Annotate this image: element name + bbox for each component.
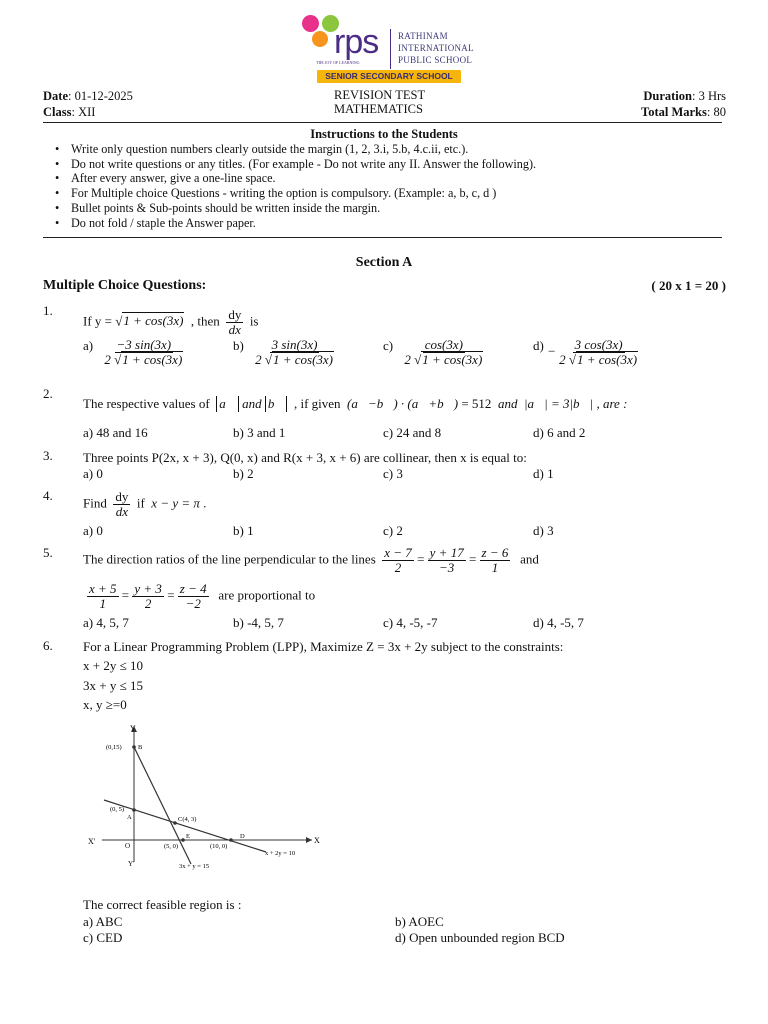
q5-option-b[interactable]: b) -4, 5, 7 [233, 615, 284, 630]
q5-second-line: $\frac{x + 5}{1}$ = $\frac{y + 3}{2}$ = $\frac{z - 4}{-2}$ are proportional to [89, 581, 316, 611]
school-name: RATHINAM INTERNATIONAL PUBLIC SCHOOL [398, 31, 474, 65]
question-number: 5. [43, 545, 53, 560]
q1-stem: If y = √1 + cos(3x) , then $\frac{dy}{dx}$ is [83, 307, 259, 337]
q3-stem: Three points P(2x, x + 3), Q(0, x) and R(x + 3, x + 6) are collinear, then x is equal to: [83, 450, 527, 465]
instructions-rule [43, 237, 722, 238]
q5-stem: The direction ratios of the line perpendicular to the lines $\frac{x - 7}{2}$ = $\frac{y + 17}{-3}$ = $\frac{z - 6}{1}$ and [83, 545, 539, 575]
school-level-banner: SENIOR SECONDARY SCHOOL [317, 70, 461, 83]
q4-stem: Find $\frac{dy}{dx}$ if x − y = π . [83, 489, 207, 519]
d-coord-label: (10, 0) [210, 843, 228, 850]
b-label: B [138, 744, 143, 751]
school-logo [300, 13, 490, 85]
q2-option-d[interactable]: d) 6 and 2 [533, 425, 586, 440]
y-neg-label: Y′ [128, 860, 135, 868]
line2-label: 3x + y = 15 [179, 863, 210, 870]
question-number: 2. [43, 386, 53, 401]
y-axis-label: Y [130, 724, 136, 733]
q6-option-c[interactable]: c) CED [83, 930, 123, 945]
q6-constraint-3: x, y ≥=0 [83, 697, 127, 712]
q6-stem: For a Linear Programming Problem (LPP), Maximize Z = 3x + 2y subject to the constraints: [83, 639, 564, 654]
q1-option-b[interactable]: b) $\frac{3 \sin(3x)}{2 √1 + \cos(3x)}$ [233, 337, 334, 367]
logo-divider [390, 29, 391, 69]
logo-tagline: THE JOY OF LEARNING [316, 60, 360, 65]
subject: MATHEMATICS [334, 102, 423, 116]
instructions-title: Instructions to the Students [310, 127, 458, 141]
c-label: C(4, 3) [178, 816, 197, 823]
q4-option-a[interactable]: a) 0 [83, 523, 103, 538]
a-label: A [127, 814, 132, 821]
q6-prompt: The correct feasible region is : [83, 897, 242, 912]
question-number: 4. [43, 488, 53, 503]
q4-option-d[interactable]: d) 3 [533, 523, 554, 538]
list-item: • Do not write questions or any titles. (For example - Do not write any II. Answer the following). [55, 157, 536, 172]
e-coord-label: (5, 0) [164, 843, 179, 850]
x-neg-label: X′ [88, 837, 96, 846]
q6-option-b[interactable]: b) AOEC [395, 914, 444, 929]
list-item: • Do not fold / staple the Answer paper. [55, 216, 536, 231]
b-coord-label: (0,15) [106, 744, 122, 751]
point-b [132, 745, 136, 749]
q4-option-b[interactable]: b) 1 [233, 523, 254, 538]
e-label: E [186, 833, 190, 840]
list-item: • For Multiple choice Questions - writing the option is compulsory. (Example: a, b, c, d ) [55, 186, 536, 201]
q2-stem: The respective values of a⃗ and b⃗ , if given (a⃗−b⃗) · (a⃗+b⃗) = 512 and |a⃗| = 3|b⃗| , are : [83, 396, 628, 411]
x-axis-label: X [314, 836, 320, 845]
list-item: • Write only question numbers clearly outside the margin (1, 2, 3.i, 5.b, 4.c.ii, etc.). [55, 142, 536, 157]
point-c [173, 821, 177, 825]
d-label: D [240, 833, 245, 840]
marks-line: Total Marks: 80 [641, 105, 726, 119]
pink-dot [302, 15, 319, 32]
date-line: Date: 01-12-2025 [43, 89, 133, 103]
line1-label: x + 2y = 10 [265, 850, 296, 857]
q4-option-c[interactable]: c) 2 [383, 523, 403, 538]
q6-option-d[interactable]: d) Open unbounded region BCD [395, 930, 565, 945]
q6-option-a[interactable]: a) ABC [83, 914, 123, 929]
q2-option-a[interactable]: a) 48 and 16 [83, 425, 148, 440]
question-number: 3. [43, 448, 53, 463]
question-number: 1. [43, 303, 53, 318]
dy-dx-fraction: $\frac{dy}{dx}$ [228, 307, 242, 337]
header-rule [43, 122, 722, 123]
lpp-graph [80, 718, 330, 873]
point-d [229, 838, 233, 842]
section-subtitle: Multiple Choice Questions: [43, 278, 207, 293]
q1-option-c[interactable]: c) $\frac{\cos(3x)}{2 √1 + \cos(3x)}$ [383, 337, 483, 367]
list-item: • After every answer, give a one-line space. [55, 171, 536, 186]
q2-option-b[interactable]: b) 3 and 1 [233, 425, 286, 440]
list-item: • Bullet points & Sub-points should be written inside the margin. [55, 201, 536, 216]
x-arrow [306, 837, 312, 843]
q5-option-c[interactable]: c) 4, -5, -7 [383, 615, 438, 630]
q5-option-a[interactable]: a) 4, 5, 7 [83, 615, 129, 630]
q6-constraint-2: 3x + y ≤ 15 [83, 678, 143, 693]
class-line: Class: XII [43, 105, 96, 119]
q3-option-d[interactable]: d) 1 [533, 466, 554, 481]
line-3x-y-15 [134, 747, 191, 864]
duration-line: Duration: 3 Hrs [643, 89, 726, 103]
q6-constraint-1: x + 2y ≤ 10 [83, 658, 143, 673]
a-coord-label: (0, 5) [110, 806, 125, 813]
instructions-list [55, 142, 536, 230]
point-a [132, 808, 136, 812]
q3-option-c[interactable]: c) 3 [383, 466, 403, 481]
origin-label: O [125, 842, 131, 850]
section-title: Section A [355, 255, 413, 270]
q1-option-a[interactable]: a) $\frac{-3 \sin(3x)}{2 √1 + \cos(3x)}$ [83, 337, 183, 367]
point-e [181, 838, 185, 842]
q3-option-a[interactable]: a) 0 [83, 466, 103, 481]
orange-dot [312, 31, 328, 47]
logo-abbr: rps [334, 23, 379, 61]
q2-option-c[interactable]: c) 24 and 8 [383, 425, 442, 440]
test-title: REVISION TEST [334, 88, 426, 102]
question-number: 6. [43, 638, 53, 653]
q3-option-b[interactable]: b) 2 [233, 466, 254, 481]
section-marks: ( 20 x 1 = 20 ) [651, 278, 726, 293]
q1-option-d[interactable]: d) − $\frac{3 \cos(3x)}{2 √1 + \cos(3x)}$ [533, 337, 638, 367]
q5-option-d[interactable]: d) 4, -5, 7 [533, 615, 584, 630]
